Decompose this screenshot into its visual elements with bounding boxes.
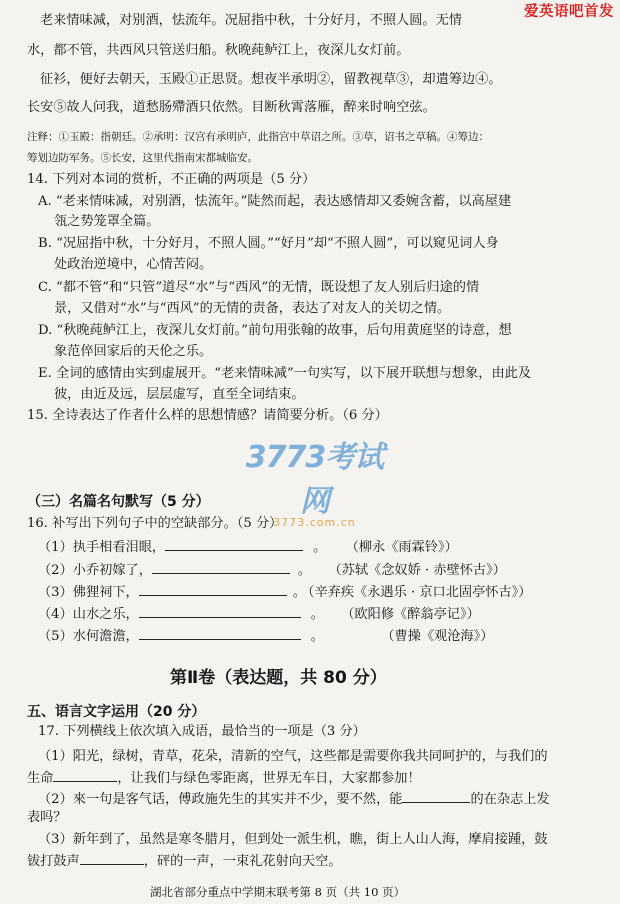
logo-main-text: 3773考试网 xyxy=(245,440,384,519)
passage-2-line-1: （2）來一句是客气话，傅政施先生的其实并不少，要不然，能 的在杂志上发 xyxy=(38,792,550,807)
site-logo xyxy=(232,432,397,529)
fill-item-source: （欧阳修《醉翁亭记》） xyxy=(347,607,480,622)
fill-item-text: （5）水何澹澹， xyxy=(38,629,139,644)
fill-item-source: （辛弃疾《永遇乐 · 京口北固亭怀古》） xyxy=(307,585,532,600)
watermark: 爱英语吧首发 xyxy=(524,4,614,20)
notes-line: 筹划边防军务。⑤长安，这里代指南宋都城临安。 xyxy=(27,152,258,164)
section-3-title: （三）名篇名句默写（5 分） xyxy=(27,494,210,510)
fill-item-1: （1）执手相看泪眼， 。 （柳永《雨霖铃》） xyxy=(38,540,458,555)
answer-blank[interactable] xyxy=(80,852,144,865)
option-c-cont: 景，又借对“水”与“西风”的无情的责备，表达了对友人的关切之情。 xyxy=(54,301,451,316)
passage-3-line-2: 钹打鼓声 ，砰的一声，一束礼花射向天空。 xyxy=(27,854,342,869)
fill-item-text: （3）佛狸祠下， xyxy=(38,585,139,600)
logo-url-text: 3773.com.cn xyxy=(273,516,356,529)
fill-item-5: （5）水何澹澹， 。 （曹操《观沧海》） xyxy=(38,629,494,644)
question-17: 17. 下列横线上依次填入成语，最恰当的一项是（3 分） xyxy=(38,724,366,739)
option-d-cont: 象范倅回家后的天伦之乐。 xyxy=(54,344,213,359)
poem-line: 老来情味减，对别酒，怯流年。况屈指中秋，十分好月，不照人圆。无情 xyxy=(40,13,462,28)
option-e-cont: 彼，由近及远，层层虚写，直至全词结束。 xyxy=(54,387,305,402)
poem-line: 征衫，便好去朝天，玉殿①正思贤。想夜半承明②，留教视草③，却遣筹边④。 xyxy=(40,72,502,87)
fill-item-2: （2）小乔初嫁了， 。 （苏轼《念奴娇 · 赤壁怀古》） xyxy=(38,563,506,578)
part-2-title: 第Ⅱ卷（表达题，共 80 分） xyxy=(170,668,387,688)
section-5-title: 五、语言文字运用（20 分） xyxy=(27,704,206,720)
fill-item-text: （1）执手相看泪眼， xyxy=(38,540,166,555)
answer-blank[interactable] xyxy=(165,538,303,551)
answer-blank[interactable] xyxy=(139,583,287,596)
option-d: D. “秋晚莼鲈江上，夜深儿女灯前。”前句用张翰的故事，后句用黄庭坚的诗意，想 xyxy=(38,323,512,338)
fill-item-3: （3）佛狸祠下， 。 （辛弃疾《永遇乐 · 京口北固亭怀古》） xyxy=(38,585,532,600)
answer-blank[interactable] xyxy=(152,561,290,574)
notes-line: 注释：①玉殿：指朝廷。②承明：汉宫有承明庐，此指宫中草诏之所。③草，诏书之草稿。④筹边： xyxy=(27,131,489,143)
question-15: 15. 全诗表达了作者什么样的思想情感？请简要分析。（6 分） xyxy=(27,408,388,423)
question-14: 14. 下列对本词的赏析，不正确的两项是（5 分） xyxy=(27,172,316,187)
passage-2-line-2: 表吗？ xyxy=(27,810,67,825)
passage-1-line-1: （1）阳光，绿树，青草，花朵，清新的空气，这些都是需要你我共同呵护的，与我们的 xyxy=(38,749,548,764)
poem-line: 水，都不管，共西风只管送归船。秋晚莼鲈江上，夜深儿女灯前。 xyxy=(27,43,410,58)
option-b-cont: 处政治逆境中，心情苦闷。 xyxy=(54,257,213,272)
answer-blank[interactable] xyxy=(402,790,470,803)
poem-line: 长安⑤故人问我，道愁肠殢酒只依然。目断秋霄落雁，醉来时响空弦。 xyxy=(27,100,436,115)
fill-item-text: （4）山水之乐， xyxy=(38,607,139,622)
question-16: 16. 补写出下列句子中的空缺部分。（5 分） xyxy=(27,516,283,531)
answer-blank[interactable] xyxy=(53,769,117,782)
passage-3-line-1: （3）新年到了，虽然是寒冬腊月，但到处一派生机，瞧，街上人山人海，摩肩接踵，鼓 xyxy=(38,832,548,847)
fill-item-text: （2）小乔初嫁了， xyxy=(38,563,152,578)
answer-blank[interactable] xyxy=(139,627,301,640)
fill-item-source: （苏轼《念奴娇 · 赤壁怀古》） xyxy=(335,563,506,578)
option-e: E. 全词的感情由实到虚展开。“老来情味减”一句实写，以下展开联想与想象，由此及 xyxy=(38,366,532,381)
fill-item-source: （曹操《观沧海》） xyxy=(387,629,494,644)
fill-item-4: （4）山水之乐， 。 （欧阳修《醉翁亭记》） xyxy=(38,607,480,622)
page-footer: 湖北省部分重点中学期末联考第 8 页（共 10 页） xyxy=(150,885,406,899)
option-c: C. “都不管”和“只管”道尽“水”与“西风”的无情，既设想了友人别后归途的情 xyxy=(38,280,480,295)
answer-blank[interactable] xyxy=(139,605,301,618)
passage-1-line-2: 生命 ，让我们与绿色零距离，世界无车日，大家都参加！ xyxy=(27,771,421,786)
option-b: B. “况屈指中秋，十分好月，不照人圆。”“好月”却“不照人圆”，可以窥见词人身 xyxy=(38,236,499,251)
option-a: A. “老来情味减，对别酒，怯流年。”陡然而起，表达感情却又委婉含蓄，以高屋建 xyxy=(38,194,512,209)
fill-item-source: （柳永《雨霖铃》） xyxy=(352,540,458,555)
option-a-cont: 瓴之势笼罩全篇。 xyxy=(54,214,160,229)
